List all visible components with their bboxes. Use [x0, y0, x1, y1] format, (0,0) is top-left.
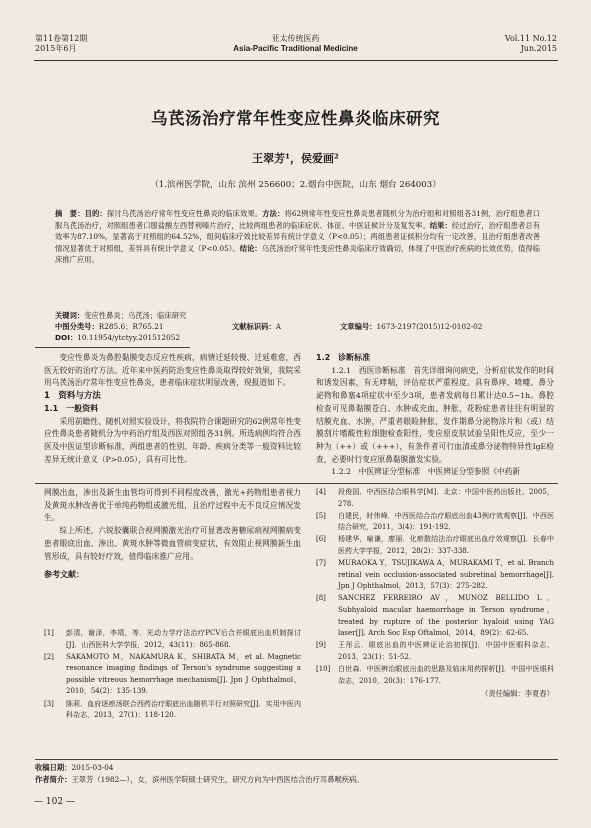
general-data-paragraph: 采用前瞻性、随机对照实验设计，将我院符合课题研究的62例常年性变应性鼻炎患者随机分为中药治疗组及西医对照组各31例。所选病例均符合西医及中医证型诊断标准，两组患者的性别、年龄、疾病分类等一般资料比较差异无统计意义（P>0.05），具有可比性。	[44, 416, 301, 464]
conclusion-label: 结论：	[239, 243, 262, 253]
keywords-line	[55, 310, 186, 321]
article-authors: 王翠芳¹，侯爱画²	[252, 152, 339, 165]
keywords: 变应性鼻炎；乌芪汤；临床研究	[84, 311, 187, 320]
abstract-result: 经过治疗，治疗组患者总有效率为87.10%，显著高于对照组的64.52%，组间临床疗效比较差异有统计学意义（P<0.05）；两组患者证候积分均有一定改善，且治疗组患者改善情况显著优于对照组，差异具有统计学意义（P<0.05）。	[55, 220, 541, 253]
reference-item: [6] 杨建华，喻谦，廖丽．化瘀散结法治疗眼底出血疗效观察[J]．长春中医药大学学报，2012，28(2)：337-338.	[316, 535, 554, 555]
article-affiliation: （1.滨州医学院，山东 滨州 256600；2.烟台中医院，山东 烟台 264003）	[150, 180, 441, 190]
article-title: 乌芪汤治疗常年性变应性鼻炎临床研究	[151, 109, 440, 128]
reference-item: [1] 彭清，谢泽，李靖，等．光动力学疗法治疗PCV后合并眼底出血机制探讨[J]．山西医科大学学报，2012，43(11)：865-868.	[44, 629, 301, 649]
reference-item: [10] 白世森．中医辨治眼底出血的思路及临床用药探析[J]．中国中医眼科杂志，2010，20(3)：176-177.	[316, 664, 554, 685]
header-volume: 第11卷第12期	[35, 34, 88, 43]
result-label: 结果：	[429, 220, 452, 230]
intro-paragraph: 变应性鼻炎为鼻腔黏膜变态反应性疾病，病情迁延较慢、迁延难愈，西医无较好的治疗方法。近年来中医药防治变应性鼻炎取得较好效果，我院采用乌芪汤治疗常年性变应性鼻炎，患者临床症状明显改善，现报道如下。	[44, 353, 301, 388]
header-rule	[34, 60, 558, 61]
journal-name-cn: 亚太传统医药	[271, 34, 320, 43]
author-bio-note	[35, 774, 535, 786]
header-date-en: Jun.2015	[520, 44, 557, 53]
doi: 10.11954/ytctyy.201512052	[77, 333, 181, 342]
upper-right-column	[316, 352, 554, 479]
footnote-rule	[35, 759, 558, 760]
header-volume-right	[505, 34, 557, 54]
abstract-method: 将62例常年性变应性鼻炎患者随机分为治疗组和对照组各31例，治疗组患者口服乌芪汤治疗，对照组患者口服盐酸左西替利嗪片治疗，比较两组患者的临床症状、体征、中医证候计分及复发率。	[55, 209, 541, 230]
responsible-editor: （责任编辑：李夏春）	[481, 688, 554, 698]
tcm-diagnosis-paragraph: 1.2.2 中医辨证分型标准 中医辨证分型参照《中药新	[331, 467, 521, 477]
abstract-rule	[35, 347, 190, 348]
purpose-label: 目的：	[84, 209, 107, 218]
author-bio: 王翠芳（1982—），女，滨州医学院硕士研究生，研究方向为中西医结合治疗耳鼻喉疾病。	[71, 775, 364, 784]
reference-item: [8] SANCHEZ FERREIRO AV，MUNOZ BELLIDO L．Subhyaloid macular haemorrhage in Terson syndrome，treated by rupture of the posterior hyaloid using YAG laser[J]. Arch Soc Esp Oftalmol，2014，89(2)：62-65.	[316, 594, 554, 638]
article-number-label: 文章编号：	[340, 322, 377, 331]
author-bio-label: 作者简介：	[35, 775, 72, 784]
upper-left-column	[44, 352, 301, 466]
reference-item: [2] SAKAMOTO M，NAKAMURA K，SHIBATA M，et al. Magnetic resonance imaging findings of Terson's syndrome suggesting a possible vitreous hemorrhage mechanism[J]. Jpn J Ophthalmol，2010，54(2)：135-139.	[44, 652, 301, 696]
summary-paragraph: 综上所述，六锐胶囊联合视网膜激光治疗可显著改善糖尿病视网膜病变患者眼底出血、渗出、黄斑水肿等微血管病变症状，有效阻止视网膜新生血管形成，具有较好疗效，值得临床推广应用。	[44, 526, 301, 561]
received-date-note	[35, 762, 535, 774]
section-heading-1-2: 1.2 诊断标准	[316, 353, 371, 362]
doc-code-label: 文献标识码：	[232, 322, 276, 331]
journal-name-en: Asia-Pacific Traditional Medicine	[233, 44, 358, 53]
doi-line	[55, 332, 180, 343]
header-volume-en: Vol.11 No.12	[504, 34, 557, 43]
article-end-rule	[35, 483, 558, 484]
reference-item: [9] 王彤云．眼底出血的中医辨证论治初探[J]．中国中医眼科杂志，2013，23(1)：51-52.	[316, 641, 554, 661]
lower-left-column	[44, 487, 301, 582]
abstract-label: 摘 要：	[55, 209, 85, 218]
received-date: 2015-03-04	[71, 763, 114, 772]
references-left	[44, 628, 301, 722]
abstract	[55, 208, 540, 266]
section-heading-1: 1 资料与方法	[44, 391, 101, 402]
clc-label: 中图分类号：	[55, 322, 99, 331]
reference-item: [5] 白建民，时伟峰．中西医结合治疗眼底出血43例疗效观察[J]．中西医结合研究，2011，3(4)：191-192.	[316, 511, 554, 532]
section-heading-1-1: 1.1 一般资料	[44, 403, 99, 413]
article-number-line	[340, 321, 482, 332]
page-number: — 102 —	[34, 797, 75, 807]
references-right	[316, 487, 554, 699]
reference-item: [3] 陈莉．血府逐瘀汤联合西药治疗眼底出血随机平行对照研究[J]．实用中医内科杂志，2013，27(1)：118-120.	[44, 699, 301, 720]
doc-code: A	[275, 322, 282, 331]
reference-item: [7] MURAOKA Y，TSUJIKAWA A，MURAKAMI T，et al. Branch retinal vein occlusion-associated subretinal hemorrhage[J]. Jpn J Ophthalmol，2013，57(3)：275-282.	[316, 559, 554, 591]
reference-item: [4] 段俊国．中西医结合眼科学[M]．北京：中国中医药出版社，2005，278.	[316, 488, 554, 508]
continued-paragraph: 网膜出血，渗出及新生血管均可得到不同程度改善，激光+药物组患者视力及黄斑水肿改善优于单纯药物组或激光组，且治疗过程中无不良反应情况发生。	[44, 488, 301, 523]
doi-label: DOI：	[55, 333, 78, 342]
abstract-conclusion: 乌芪汤治疗常年性变应性鼻炎临床疗效确切，体现了中医治疗疾病的长效优势，值得临床推广应用。	[55, 243, 541, 264]
references-heading: 参考文献：	[44, 570, 84, 580]
header-date: 2015年6月	[35, 44, 77, 53]
received-label: 收稿日期：	[35, 763, 72, 772]
header-journal	[0, 34, 591, 54]
clc-line	[55, 321, 164, 332]
doc-code-line	[232, 321, 281, 332]
clc-code: R285.6；R765.21	[98, 322, 164, 331]
abstract-purpose: 探讨乌芪汤治疗常年性变应性鼻炎的临床效果。	[106, 209, 263, 218]
keywords-label: 关键词：	[55, 311, 85, 320]
article-number: 1673-2197(2015)12-0102-02	[376, 322, 483, 331]
method-label: 方法：	[262, 209, 285, 218]
western-diagnosis-paragraph: 1.2.1 西医诊断标准 首先详细询问病史，分析症状发作的时间和诱发因素，有无哮喘，评估症状严重程度。具有鼻痒、喷嚏、鼻分泌物和鼻塞4项症状中至少3项，患者发病每日累计达0.5~1h。鼻腔检查可见鼻黏膜苍白、水肿或充血、肿胀，花粉症患者往往有明显的结膜充血、水肿，严重者眼睑肿胀，发作期鼻分泌物涂片和（或）结膜刮片嗜酸性粒细胞检查阳性，变应原皮肤试验呈阳性反应，至少一种为（++）或（+++），有条件者可行血清或鼻分泌物特异性IgE检查，必要时行变应原鼻黏膜激发实验。	[316, 365, 554, 464]
